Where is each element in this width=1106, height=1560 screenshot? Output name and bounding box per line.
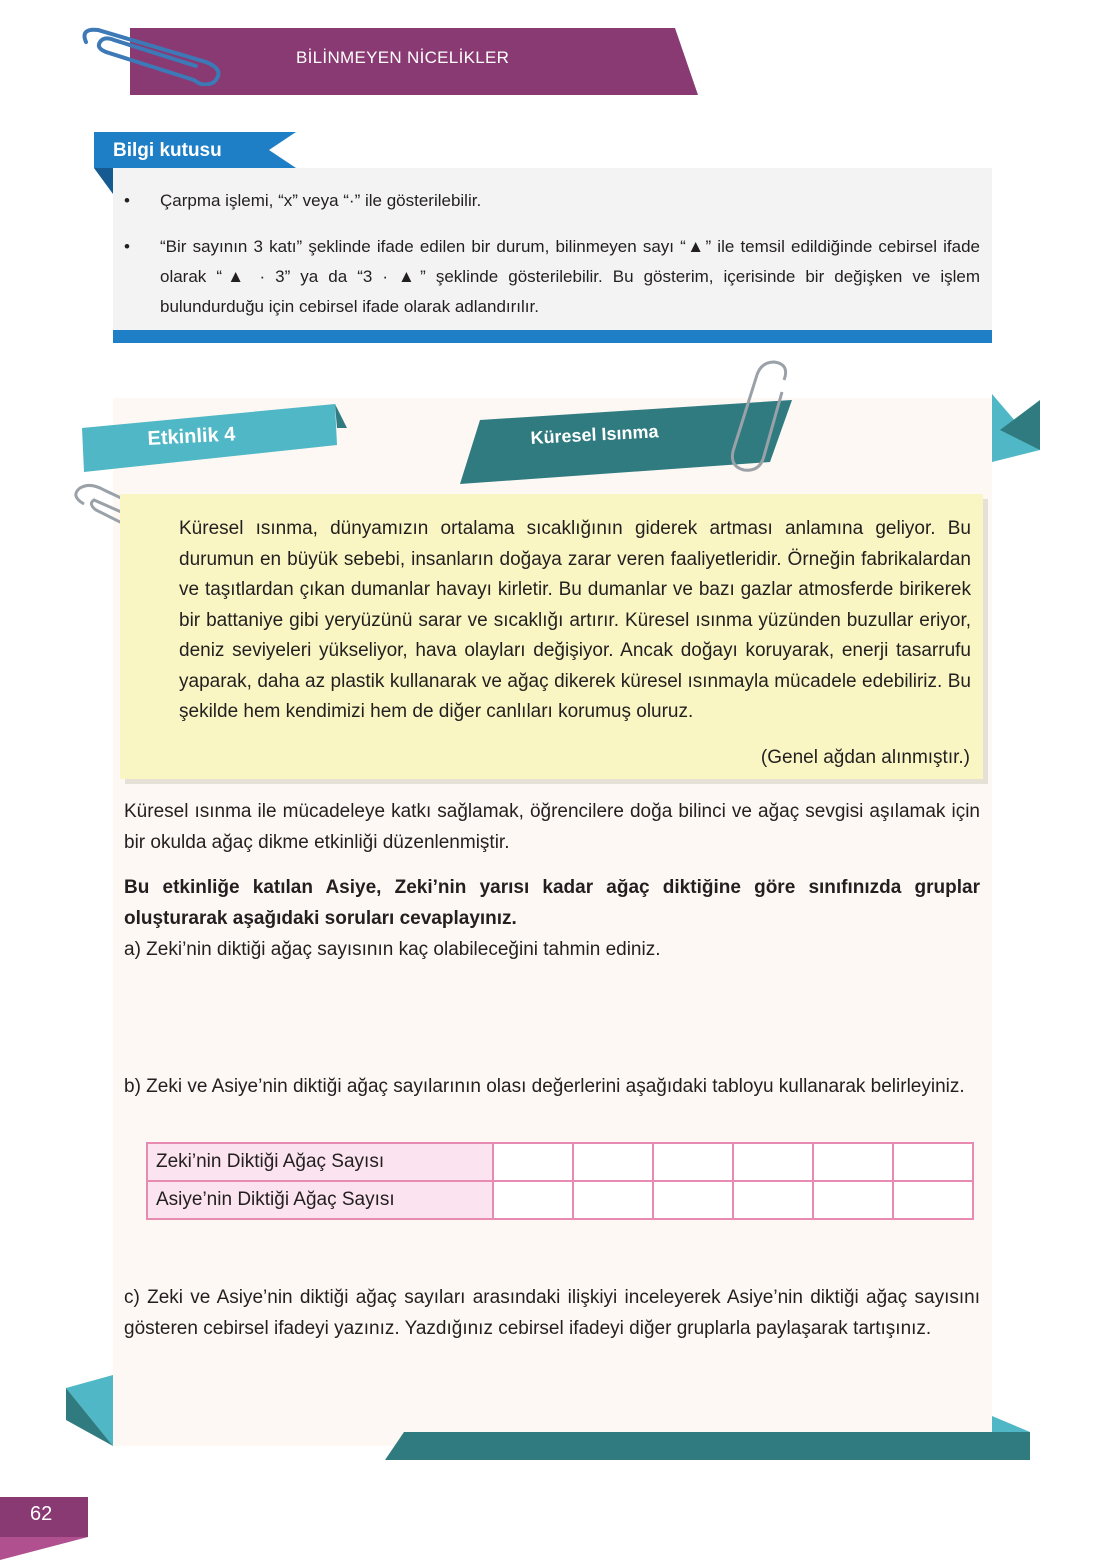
table-cell[interactable] [493, 1143, 573, 1181]
question-c: c) Zeki ve Asiye’nin diktiği ağaç sayıları arasındaki ilişkiyi inceleyerek Asiye’nin diktiği ağaç sayısını gösteren cebirsel ifadeyi yazınız. Yazdığınız cebirsel ifadeyi diğer gruplarla paylaşarak tartışınız. [124, 1287, 980, 1339]
table-cell[interactable] [493, 1181, 573, 1219]
bullet-dot: • [124, 237, 130, 256]
table-cell[interactable] [573, 1143, 653, 1181]
page-number: 62 [30, 1503, 53, 1525]
table-cell[interactable] [813, 1181, 893, 1219]
table-cell[interactable] [893, 1181, 973, 1219]
table-row [147, 1181, 973, 1219]
info-box-label: Bilgi kutusu [113, 140, 222, 161]
table-cell[interactable] [653, 1143, 733, 1181]
row-label-zeki: Zeki’nin Diktiği Ağaç Sayısı [147, 1143, 493, 1181]
question-a: a) Zeki’nin diktiği ağaç sayısının kaç olabileceğini tahmin ediniz. [124, 939, 661, 960]
table-cell[interactable] [573, 1181, 653, 1219]
passage-source: (Genel ağdan alınmıştır.) [760, 747, 970, 768]
info-bullet-text: Çarpma işlemi, “x” veya “·” ile gösterilebilir. [160, 191, 482, 210]
row-label-asiye: Asiye’nin Diktiği Ağaç Sayısı [147, 1181, 493, 1219]
table-cell[interactable] [893, 1143, 973, 1181]
table-cell[interactable] [813, 1143, 893, 1181]
task-instruction: Bu etkinliğe katılan Asiye, Zeki’nin yarısı kadar ağaç diktiğine göre sınıfınızda gruplar oluşturarak aşağıdaki soruları cevaplayınız. [124, 877, 980, 929]
table-cell[interactable] [733, 1181, 813, 1219]
bullet-dot: • [124, 191, 130, 210]
reading-passage: Küresel ısınma, dünyamızın ortalama sıcaklığının giderek artması anlamına geliyor. Bu durumun en büyük sebebi, insanların doğaya zarar veren faaliyetleridir. Örneğin fabrikalardan ve taşıtlardan çıkan dumanlar havayı kirletir. Bu dumanlar ve bazı gazlar atmosferde birikerek bir battaniye gibi yeryüzünü sarar ve sıcaklığı artırır. Küresel ısınma yüzünden buzullar eriyor, deniz seviyeleri yükseliyor, hava olayları değişiyor. Ancak doğayı koruyarak, enerji tasarrufu yaparak, daha az plastik kullanarak ve ağaç dikerek küresel ısınmayla mücadele edebiliriz. Bu şekilde hem kendimizi hem de diğer canlıları korumuş oluruz. [179, 518, 971, 722]
info-bullet-text: “Bir sayının 3 katı” şeklinde ifade edilen bir durum, bilinmeyen sayı “▲” ile temsil edildiğinde cebirsel ifade olarak “▲ · 3” ya da “3 · ▲” şeklinde gösterilebilir. Bu gösterim, içerisinde bir değişken ve işlem bulundurduğu için cebirsel ifade olarak adlandırılır. [160, 237, 980, 316]
intro-paragraph: Küresel ısınma ile mücadeleye katkı sağlamak, öğrencilere doğa bilinci ve ağaç sevgisi aşılamak için bir okulda ağaç dikme etkinliği düzenlenmiştir. [124, 801, 980, 853]
table-cell[interactable] [733, 1143, 813, 1181]
table-row [147, 1143, 973, 1181]
chapter-title: BİLİNMEYEN NİCELİKLER [296, 48, 510, 67]
activity-label: Etkinlik 4 [147, 423, 236, 450]
tree-count-table [146, 1142, 974, 1220]
activity-topic: Küresel Isınma [530, 421, 659, 448]
question-b: b) Zeki ve Asiye’nin diktiği ağaç sayılarının olası değerlerini aşağıdaki tabloyu kullanarak belirleyiniz. [124, 1076, 965, 1097]
table-cell[interactable] [653, 1181, 733, 1219]
